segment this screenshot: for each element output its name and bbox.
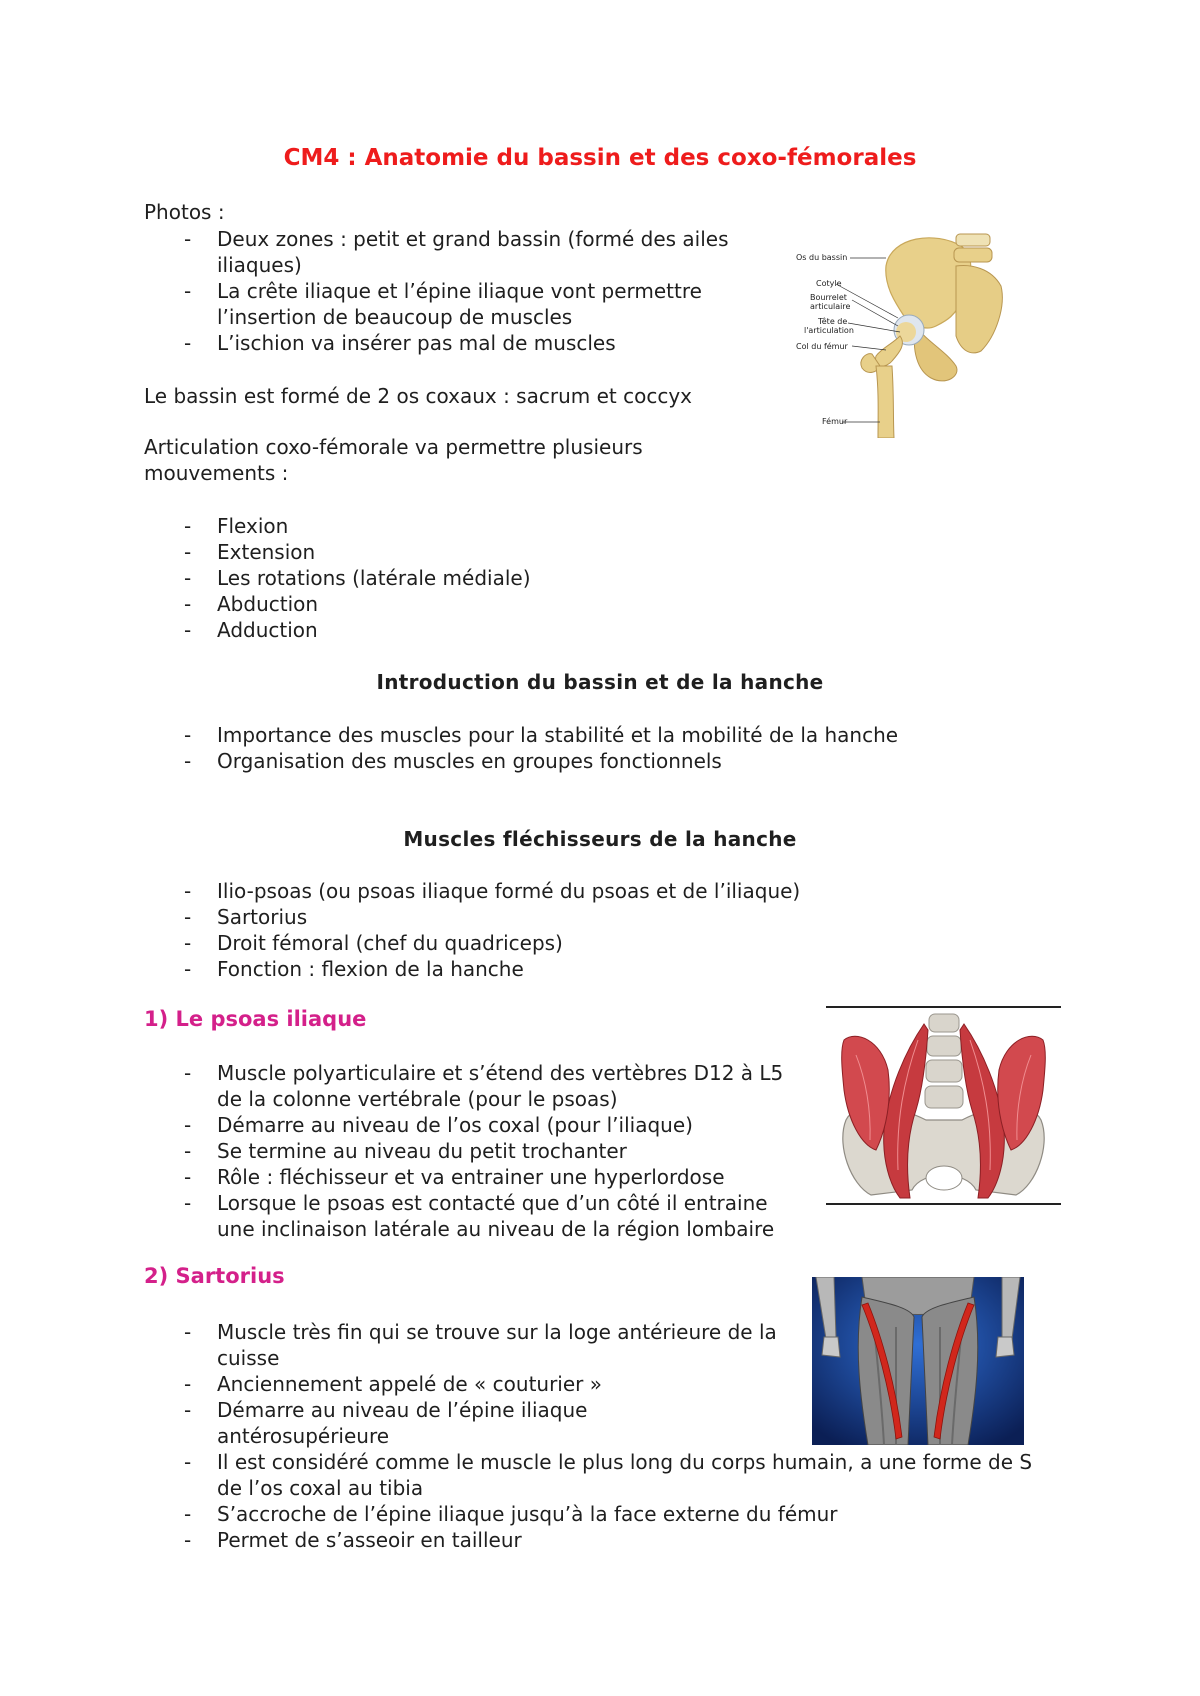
- sartorius-heading: 2) Sartorius: [144, 1264, 285, 1288]
- list-item: - Importance des muscles pour la stabilité et la mobilité de la hanche: [181, 722, 1081, 748]
- articulation-line-1: Articulation coxo-fémorale va permettre plusieurs: [144, 435, 643, 459]
- sacrum-shape: [956, 266, 1002, 353]
- list-item: - L’ischion va insérer pas mal de muscles: [181, 330, 801, 356]
- list-item: - Anciennement appelé de « couturier »: [181, 1371, 1021, 1397]
- list-item: - Les rotations (latérale médiale): [181, 565, 881, 591]
- list-item: - Ilio-psoas (ou psoas iliaque formé du psoas et de l’iliaque): [181, 878, 1081, 904]
- list-item: - Sartorius: [181, 904, 1081, 930]
- movements-list: [181, 513, 881, 643]
- femoral-neck-shape: [874, 336, 902, 367]
- vertebra-shape: [925, 1086, 963, 1108]
- pelvic-opening-shape: [926, 1166, 962, 1190]
- photos-list: [181, 226, 801, 356]
- sartorius-figure: [812, 1277, 1024, 1445]
- list-item: - La crête iliaque et l’épine iliaque vont permettre l’insertion de beaucoup de muscles: [181, 278, 801, 330]
- intro-heading: Introduction du bassin et de la hanche: [376, 670, 824, 694]
- psoas-illustration: [826, 1010, 1061, 1200]
- bassin-paragraph: Le bassin est formé de 2 os coxaux : sacrum et coccyx: [144, 384, 692, 408]
- list-item: - Adduction: [181, 617, 881, 643]
- list-item: - Abduction: [181, 591, 881, 617]
- list-item: - Fonction : flexion de la hanche: [181, 956, 1081, 982]
- list-item: - Rôle : fléchisseur et va entrainer une hyperlordose: [181, 1164, 941, 1190]
- psoas-figure: [826, 1010, 1061, 1200]
- psoas-heading: 1) Le psoas iliaque: [144, 1007, 367, 1031]
- figure-rule-top: [826, 1006, 1061, 1008]
- list-item: - S’accroche de l’épine iliaque jusqu’à la face externe du fémur: [181, 1501, 1021, 1527]
- label-tete-1: Tête de: [818, 317, 848, 326]
- list-item: - Démarre au niveau de l’os coxal (pour l’iliaque): [181, 1112, 941, 1138]
- list-item: - Muscle très fin qui se trouve sur la loge antérieure de la cuisse: [181, 1319, 805, 1371]
- hip-joint-illustration: [796, 226, 1010, 438]
- label-bourrelet-2: articulaire: [810, 302, 851, 311]
- label-bourrelet-1: Bourrelet: [810, 293, 847, 302]
- list-item: - Il est considéré comme le muscle le plus long du corps humain, a une forme de S de l’os coxal au tibia: [181, 1449, 1037, 1501]
- list-item: - Muscle polyarticulaire et s’étend des vertèbres D12 à L5 de la colonne vertébrale (pour le psoas): [181, 1060, 805, 1112]
- flexors-heading: Muscles fléchisseurs de la hanche: [403, 827, 797, 851]
- figure-rule-bottom: [826, 1203, 1061, 1205]
- list-item: - Permet de s’asseoir en tailleur: [181, 1527, 1021, 1553]
- list-item: - Se termine au niveau du petit trochanter: [181, 1138, 941, 1164]
- page-title: CM4 : Anatomie du bassin et des coxo-fémorales: [283, 145, 917, 171]
- flexors-list: [181, 878, 1081, 982]
- label-col-du-femur: Col du fémur: [796, 342, 848, 351]
- list-item: - Extension: [181, 539, 881, 565]
- vertebra-shape: [927, 1036, 961, 1056]
- list-item: - Flexion: [181, 513, 881, 539]
- label-cotyle: Cotyle: [816, 279, 842, 288]
- femur-shaft-shape: [876, 366, 894, 438]
- vertebra-shape: [954, 248, 992, 262]
- articulation-line-2: mouvements :: [144, 461, 289, 485]
- vertebra-shape: [956, 234, 990, 246]
- sartorius-illustration: [812, 1277, 1024, 1445]
- photos-label: Photos :: [144, 200, 225, 224]
- intro-list: [181, 722, 1081, 774]
- list-item: - Organisation des muscles en groupes fonctionnels: [181, 748, 1081, 774]
- list-item: - Droit fémoral (chef du quadriceps): [181, 930, 1081, 956]
- vertebra-shape: [926, 1060, 962, 1082]
- vertebra-shape: [929, 1014, 959, 1032]
- list-item: - Démarre au niveau de l’épine iliaque antérosupérieure: [181, 1397, 657, 1449]
- list-item: - Lorsque le psoas est contacté que d’un côté il entraine une inclinaison latérale au niveau de la région lombaire: [181, 1190, 805, 1242]
- label-tete-2: l'articulation: [804, 326, 854, 335]
- label-femur: Fémur: [822, 417, 848, 426]
- hip-joint-figure: [796, 226, 1010, 438]
- label-os-du-bassin: Os du bassin: [796, 253, 848, 262]
- list-item: - Deux zones : petit et grand bassin (formé des ailes iliaques): [181, 226, 801, 278]
